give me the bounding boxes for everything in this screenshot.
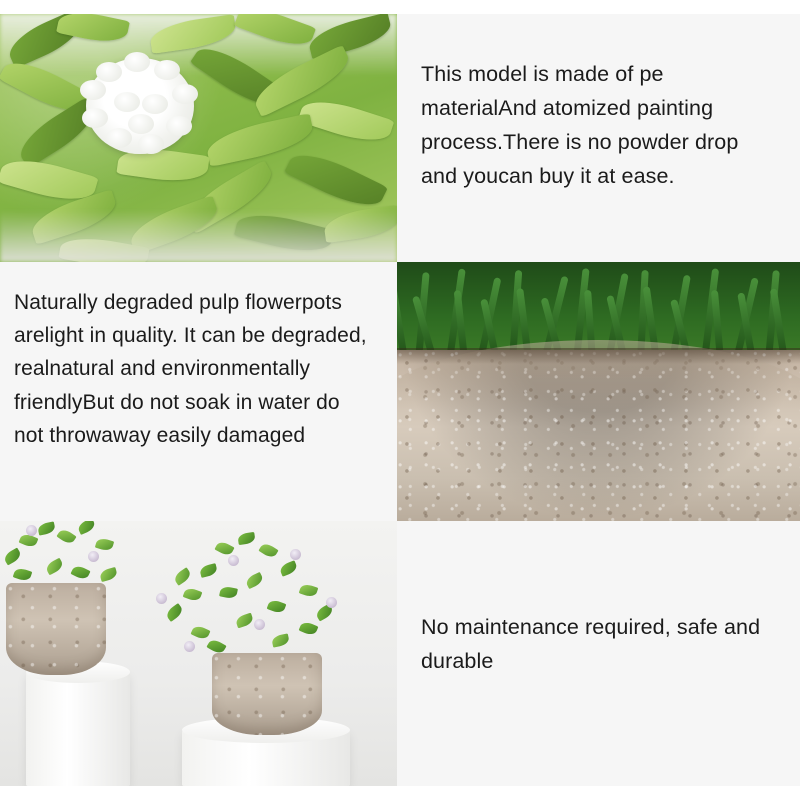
white-flower xyxy=(86,58,194,154)
caption-pulp-pot-text: Naturally degraded pulp flowerpots arelight in quality. It can be degraded, realnatural and environmentally friendlyBut do not soak in water do not throwaway easily damaged xyxy=(14,291,373,447)
pot-rim-shadow xyxy=(397,348,800,364)
bottom-white-border xyxy=(0,786,800,800)
photo-leaves-flower xyxy=(0,14,397,262)
photo-pot-rim xyxy=(397,262,800,521)
foliage-left xyxy=(0,521,130,591)
leaves-photo-image xyxy=(0,14,397,262)
pedestal-left xyxy=(26,671,130,786)
top-white-border xyxy=(0,0,800,14)
caption-material-text: This model is made of pe materialAnd atomized painting process.There is no powder drop and youcan buy it at ease. xyxy=(421,62,745,188)
caption-pulp-pot xyxy=(0,262,397,521)
photo-two-plants xyxy=(0,521,397,786)
caption-maintenance xyxy=(397,521,800,786)
caption-material xyxy=(397,14,800,262)
pot-right xyxy=(212,653,322,735)
pot-left xyxy=(6,583,106,675)
panel-grid xyxy=(0,14,800,786)
pot-rim-photo-image xyxy=(397,262,800,521)
two-plants-photo-image xyxy=(0,521,397,786)
leaves-bottom-blur xyxy=(0,210,397,262)
caption-maintenance-text: No maintenance required, safe and durable xyxy=(421,615,767,673)
foliage-right xyxy=(150,531,370,659)
